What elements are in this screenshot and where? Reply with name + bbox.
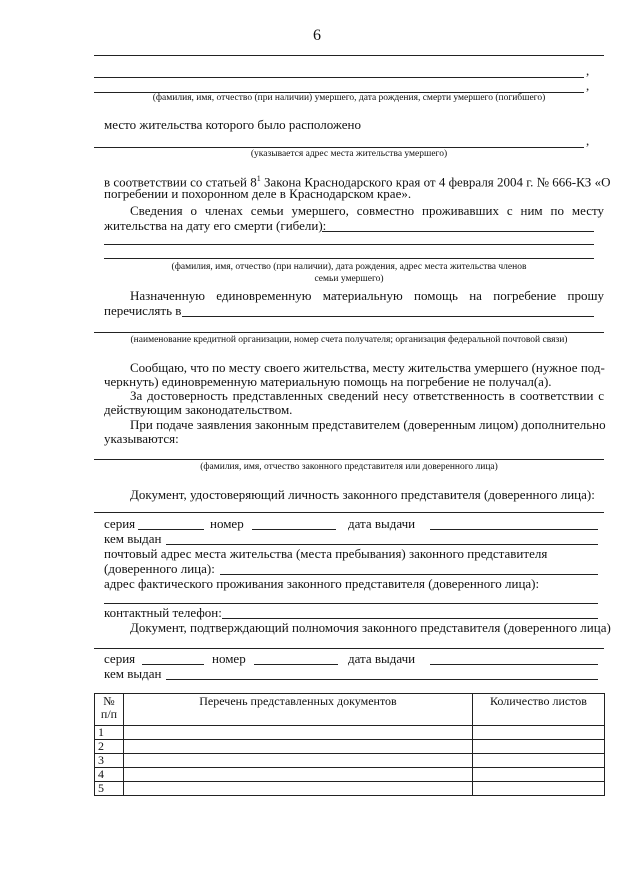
- series-field: [138, 529, 204, 530]
- caption-family-1: (фамилия, имя, отчество (при наличии), дата рождения, адрес места жительства членов: [171, 262, 527, 272]
- document-name-cell[interactable]: [124, 768, 473, 782]
- aid-transfer-line-2: перечислять в: [104, 303, 182, 318]
- header-number-line-2: п/п: [100, 707, 118, 721]
- sheet-count-cell[interactable]: [473, 768, 605, 782]
- bank-field-line: [182, 316, 594, 317]
- table-header-row: [95, 694, 605, 726]
- id-top-line: [94, 512, 604, 513]
- caption-deceased: (фамилия, имя, отчество (при наличии) умершего, дата рождения, смерти умершего (погибшего): [152, 93, 546, 103]
- family-info-line-1: Сведения о членах семьи умершего, совместно проживавших с ним по месту: [130, 203, 604, 218]
- issued-by-label: кем выдан: [104, 666, 162, 681]
- family-info-line-2: жительства на дату его смерти (гибели):: [104, 218, 327, 233]
- document-name-cell[interactable]: [124, 726, 473, 740]
- row-number: 5: [95, 782, 124, 796]
- documents-table: [94, 693, 605, 796]
- document-name-cell[interactable]: [124, 754, 473, 768]
- caption-bank: (наименование кредитной организации, номер счета получателя; организация федеральной почтовой связи): [130, 335, 568, 345]
- series-label: серия: [104, 516, 136, 531]
- caption-representative: (фамилия, имя, отчество законного представителя или доверенного лица): [200, 462, 498, 472]
- number-label: номер: [212, 651, 246, 666]
- document-name-cell[interactable]: [124, 782, 473, 796]
- issue-date-label: дата выдачи: [348, 516, 416, 531]
- representative-line-1: При подаче заявления законным представителем (доверенным лицом) дополнительно: [130, 417, 606, 432]
- row-number: 4: [95, 768, 124, 782]
- family-field-line-3: [104, 258, 594, 259]
- family-field-line-2: [104, 244, 594, 245]
- bank-field-line-2: [94, 332, 604, 333]
- number-label: номер: [210, 516, 244, 531]
- responsibility-line-1: За достоверность представленных сведений несу ответственность в соответствии с: [130, 388, 604, 403]
- issued-by-field: [166, 544, 598, 545]
- table-row: [95, 782, 605, 796]
- table-row: [95, 726, 605, 740]
- series-label: серия: [104, 651, 136, 666]
- header-number: [95, 694, 124, 726]
- issue-date-label: дата выдачи: [348, 651, 416, 666]
- actual-address-field: [104, 603, 598, 604]
- family-field-line-1: [322, 231, 594, 232]
- phone-label: контактный телефон:: [104, 605, 222, 620]
- comma: ,: [586, 63, 590, 78]
- document-name-cell[interactable]: [124, 740, 473, 754]
- issued-by-label: кем выдан: [104, 531, 162, 546]
- header-number-line-1: №: [103, 694, 115, 708]
- issue-date-field: [430, 529, 598, 530]
- number-field: [252, 529, 336, 530]
- responsibility-line-2: действующим законодательством.: [104, 402, 293, 417]
- law-reference-line-2: погребении и похоронном деле в Краснодарском крае».: [104, 186, 412, 201]
- postal-address-line-2: (доверенного лица):: [104, 561, 215, 576]
- issue-date-field: [430, 664, 598, 665]
- law-sup: 1: [256, 174, 261, 183]
- sheet-count-cell[interactable]: [473, 740, 605, 754]
- representative-line-2: указываются:: [104, 431, 179, 446]
- aid-transfer-line-1: Назначенную единовременную материальную помощь на погребение прошу: [130, 288, 604, 303]
- caption-address: (указывается адрес места жительства умершего): [250, 149, 448, 159]
- phone-field: [222, 618, 598, 619]
- sheet-count-cell[interactable]: [473, 726, 605, 740]
- sheet-count-cell[interactable]: [473, 754, 605, 768]
- law-text-a: в соответствии со статьей 8: [104, 174, 257, 190]
- actual-address-label: адрес фактического проживания законного представителя (доверенного лица):: [104, 576, 540, 591]
- authority-document-heading: Документ, подтверждающий полномочия законного представителя (доверенного лица): [130, 620, 611, 635]
- id-document-heading: Документ, удостоверяющий личность законного представителя (доверенного лица):: [130, 487, 595, 502]
- table-row: [95, 754, 605, 768]
- table-row: [95, 768, 605, 782]
- deceased-line-1: [94, 55, 604, 56]
- number-field: [254, 664, 338, 665]
- residence-label: место жительства которого было расположено: [104, 117, 361, 132]
- comma: ,: [586, 133, 590, 148]
- row-number: 2: [95, 740, 124, 754]
- table-row: [95, 740, 605, 754]
- postal-address-line-1: почтовый адрес места жительства (места пребывания) законного представителя: [104, 546, 548, 561]
- caption-family-2: семьи умершего): [314, 274, 384, 284]
- statement-line-2: черкнуть) единовременную материальную помощь на погребение не получал(а).: [104, 374, 552, 389]
- header-sheet-count: Количество листов: [473, 694, 605, 726]
- representative-field-line: [94, 459, 604, 460]
- postal-address-field: [220, 574, 598, 575]
- row-number: 1: [95, 726, 124, 740]
- sheet-count-cell[interactable]: [473, 782, 605, 796]
- page-number: 6: [313, 27, 321, 44]
- statement-line-1: Сообщаю, что по месту своего жительства, месту жительства умершего (нужное под-: [130, 360, 605, 375]
- authority-field-line: [94, 648, 604, 649]
- row-number: 3: [95, 754, 124, 768]
- series-field: [142, 664, 204, 665]
- deceased-line-2: [94, 77, 584, 78]
- residence-line: [94, 147, 584, 148]
- comma: ,: [586, 78, 590, 93]
- header-documents-list: Перечень представленных документов: [124, 694, 473, 726]
- issued-by-field: [166, 679, 598, 680]
- law-text-b: Закона Краснодарского края от 4 февраля 2004 г. № 666-КЗ «О: [260, 174, 611, 190]
